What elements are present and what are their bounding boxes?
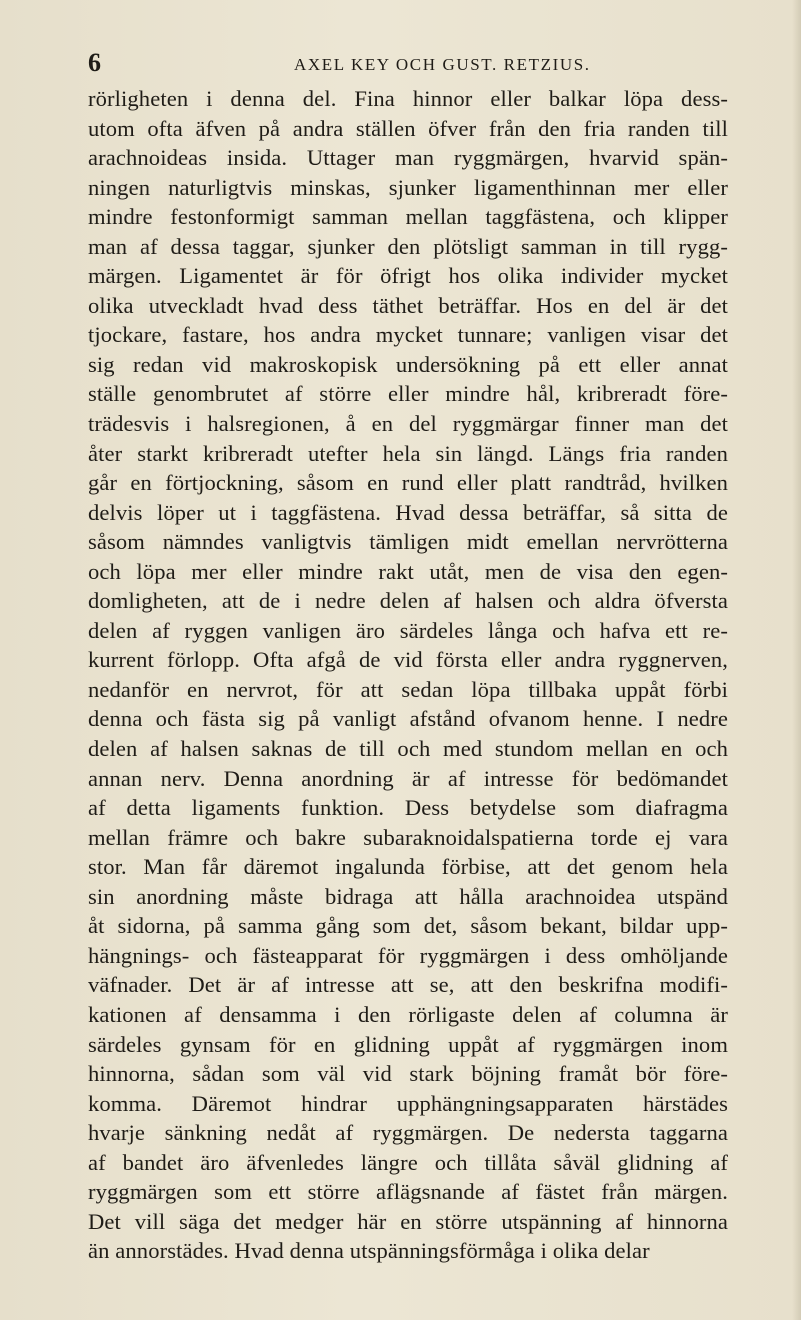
text-line: domligheten, att de i nedre delen af halsen och aldra öfversta (88, 588, 728, 614)
text-line: delvis löper ut i taggfästena. Hvad dessa beträffar, så sitta de (88, 499, 728, 525)
text-line: utom ofta äfven på andra ställen öfver från den fria randen till (88, 115, 728, 141)
text-line: nedanför en nervrot, för att sedan löpa tillbaka uppåt förbi (88, 676, 728, 702)
text-line: arachnoideas insida. Uttager man ryggmärgen, hvarvid spän- (88, 145, 728, 171)
text-line: än annorstädes. Hvad denna utspänningsförmåga i olika delar (88, 1238, 650, 1264)
text-line: delen af ryggen vanligen äro särdeles långa och hafva ett re- (88, 617, 728, 643)
text-line: mindre festonformigt samman mellan taggfästena, och klipper (88, 204, 728, 230)
text-line: ryggmärgen som ett större aflägsnande af fästet från märgen. (88, 1179, 728, 1205)
text-line: hinnorna, sådan som väl vid stark böjning framåt bör före- (88, 1061, 728, 1087)
text-line: särdeles gynsam för en glidning uppåt af ryggmärgen inom (88, 1031, 728, 1057)
text-line: såsom nämndes vanligtvis tämligen midt emellan nervrötterna (88, 529, 728, 555)
text-line: rörligheten i denna del. Fina hinnor eller balkar löpa dess- (88, 86, 728, 111)
text-line: stor. Man får däremot ingalunda förbise, att det genom hela (88, 854, 728, 880)
text-line: trädesvis i halsregionen, å en del ryggmärgar finner man det (88, 411, 728, 437)
text-line: sig redan vid makroskopisk undersökning på ett eller annat (88, 351, 728, 377)
text-line: ställe genombrutet af större eller mindre hål, kribreradt före- (88, 381, 728, 407)
text-line: åter starkt kribreradt utefter hela sin längd. Längs fria randen (88, 440, 728, 466)
text-line: sin anordning måste bidraga att hålla arachnoidea utspänd (88, 883, 728, 909)
text-line: hvarje sänkning nedåt af ryggmärgen. De nedersta taggarna (88, 1120, 728, 1146)
text-line: olika utveckladt hvad dess täthet beträffar. Hos en del är det (88, 292, 728, 318)
text-line: mellan främre och bakre subaraknoidalspatierna torde ej vara (88, 824, 728, 850)
text-line: kurrent förlopp. Ofta afgå de vid första eller andra ryggnerven, (88, 647, 728, 673)
page-header (88, 48, 728, 84)
page-edge-shadow (792, 0, 801, 1320)
text-line: denna och fästa sig på vanligt afstånd ofvanom henne. I nedre (88, 706, 728, 732)
text-line: och löpa mer eller mindre rakt utåt, men de visa den egen- (88, 558, 728, 584)
text-line: går en förtjockning, såsom en rund eller platt randtråd, hvilken (88, 470, 728, 496)
text-line: kationen af densamma i den rörligaste delen af columna är (88, 1001, 728, 1027)
text-line: Det vill säga det medger här en större utspänning af hinnorna (88, 1208, 728, 1234)
body-text (88, 84, 728, 1266)
text-line: komma. Däremot hindrar upphängningsapparaten härstädes (88, 1090, 728, 1116)
text-line: delen af halsen saknas de till och med stundom mellan en och (88, 736, 728, 762)
text-line: annan nerv. Denna anordning är af intresse för bedömandet (88, 765, 728, 791)
text-line: ningen naturligtvis minskas, sjunker ligamenthinnan mer eller (88, 174, 728, 200)
text-line: af bandet äro äfvenledes längre och tillåta såväl glidning af (88, 1149, 728, 1175)
page-number: 6 (88, 48, 102, 77)
text-line: åt sidorna, på samma gång som det, såsom bekant, bildar upp- (88, 913, 728, 939)
text-line: hängnings- och fästeapparat för ryggmärgen i dess omhöljande (88, 942, 728, 968)
text-line: märgen. Ligamentet är för öfrigt hos olika individer mycket (88, 263, 728, 289)
running-head: AXEL KEY OCH GUST. RETZIUS. (294, 55, 591, 74)
text-line: man af dessa taggar, sjunker den plötsligt samman in till rygg- (88, 233, 728, 259)
text-line: af detta ligaments funktion. Dess betydelse som diafragma (88, 795, 728, 821)
text-line: tjockare, fastare, hos andra mycket tunnare; vanligen visar det (88, 322, 728, 348)
text-line: väfnader. Det är af intresse att se, att den beskrifna modifi- (88, 972, 728, 998)
